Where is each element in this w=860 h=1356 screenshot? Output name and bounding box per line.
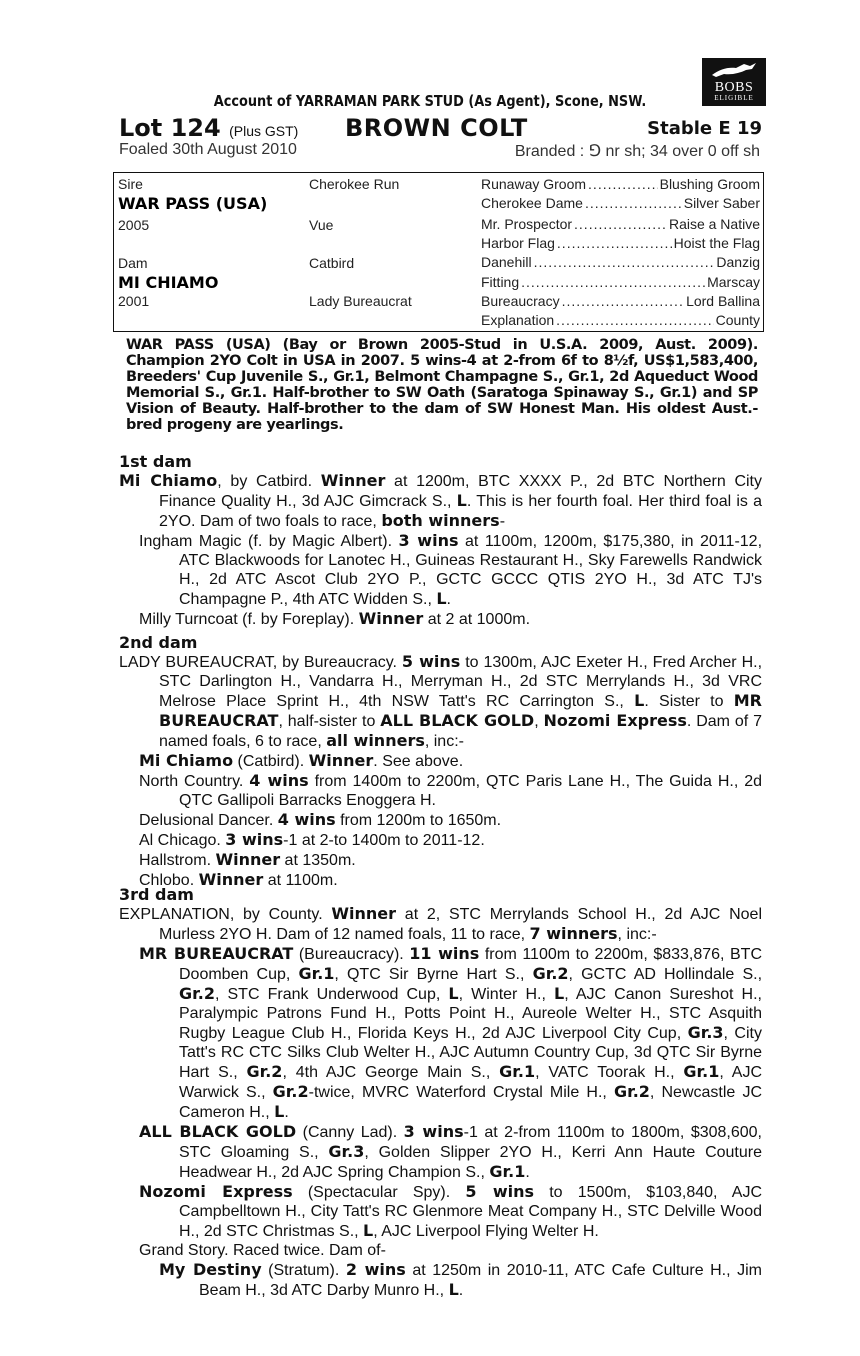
bold-text: Gr.1	[489, 1162, 526, 1181]
text: , by Catbird.	[217, 473, 321, 490]
logo-text: BOBS	[714, 80, 754, 95]
text: North Country.	[139, 773, 250, 790]
sire-dam: Vue	[309, 217, 334, 233]
bold-text: 5 wins	[465, 1182, 535, 1201]
text: at 1100m, 1200m, $175,380, in 2011-12, ATC Blackwoods for Lanotec H., Guineas Restaurant H., Sky Farewells Randwick H., 2d ATC Ascot Club 2YO P., GCTC GCCC QTIS 2YO H., 3d ATC TJ's Champagne P., 4th ATC Widden S.,	[179, 533, 763, 608]
gen3-row: Danehill ..... Danzig	[481, 254, 760, 270]
bold-text: ALL BLACK GOLD	[380, 711, 535, 730]
text: . Sister to	[644, 693, 734, 710]
bold-text: Gr.3	[328, 1142, 365, 1161]
text: -twice, MVRC Waterford Crystal Mile H.,	[308, 1084, 614, 1101]
dam-entry	[119, 471, 762, 531]
bold-text: 7 winners	[529, 924, 618, 943]
bold-text: L	[634, 691, 645, 710]
text: , inc:-	[617, 926, 657, 943]
bold-text: all winners	[326, 731, 425, 750]
progeny-list	[119, 531, 762, 629]
dam-dam: Lady Bureaucrat	[309, 293, 412, 309]
bold-text: L	[554, 984, 565, 1003]
text: -	[499, 513, 506, 530]
gen3-row: Cherokee Dame ..... Silver Saber	[481, 195, 760, 211]
text: at 1350m.	[280, 852, 356, 869]
bold-text: L	[448, 1280, 459, 1299]
gen3-row: Explanation ..... County	[481, 312, 760, 328]
text: to 1300m, AJC Exeter H., Fred Archer H., STC Darlington H., Vandarra H., Merryman H., 2d STC Merrylands H., 3d VRC Melrose Place Sprint H., 4th NSW Tatt's RC Carrington S.,	[159, 654, 763, 710]
text: -1 at 2-from 1100m to 1800m, $308,600, STC Gloaming S.,	[179, 1124, 762, 1161]
text: , Golden Slipper 2YO H., Kerri Ann Haute Couture Headwear H., 2d AJC Spring Champion S.,	[179, 1144, 762, 1181]
text: . This is her fourth foal. Her third foal is a 2YO. Dam of two foals to race,	[159, 493, 762, 530]
bold-text: Gr.2	[246, 1062, 283, 1081]
sire-name: WAR PASS (USA)	[118, 194, 268, 213]
bold-text: ALL BLACK GOLD	[139, 1122, 297, 1141]
text: Hallstrom.	[139, 852, 216, 869]
progeny-entry	[119, 609, 762, 629]
text: . See above.	[373, 753, 464, 770]
text: , Newcastle JC Cameron H.,	[179, 1084, 762, 1121]
text: at 2 at 1000m.	[423, 611, 531, 628]
bold-text: 11 wins	[409, 944, 480, 963]
bold-text: Gr.2	[532, 964, 569, 983]
text: , inc:-	[424, 733, 464, 750]
progeny-entry	[119, 1182, 762, 1241]
sire-sire: Cherokee Run	[309, 176, 400, 192]
bold-text: both winners	[381, 511, 500, 530]
bold-text: Gr.1	[499, 1062, 536, 1081]
gen3-row: Bureaucracy ..... Lord Ballina	[481, 293, 760, 309]
text: (Catbird).	[233, 753, 309, 770]
bold-text: L	[274, 1102, 285, 1121]
gen3-row: Harbor Flag ..... Hoist the Flag	[481, 235, 760, 251]
text: , QTC Sir Byrne Hart S.,	[334, 966, 533, 983]
bold-text: L	[363, 1221, 374, 1240]
progeny-entry	[119, 751, 762, 771]
progeny-entry	[119, 810, 762, 830]
text: , City Tatt's RC CTC Silks Club Welter H., AJC Autumn Country Cup, 3d QTC Sir Byrne Hart S.,	[179, 1025, 762, 1081]
bold-text: Nozomi Express	[139, 1182, 293, 1201]
third-dam-section	[119, 885, 762, 1300]
bold-text: Gr.3	[687, 1023, 724, 1042]
text: -1 at 2-to 1400m to 2011-12.	[283, 832, 485, 849]
dam-label: Dam	[118, 255, 148, 271]
progeny-entry	[119, 830, 762, 850]
lot-number: Lot 124 (Plus GST)	[119, 114, 299, 142]
text: Al Chicago.	[139, 832, 226, 849]
bold-text: 5 wins	[401, 652, 461, 671]
grandprogeny-list	[119, 1260, 762, 1300]
text: from 1200m to 1650m.	[335, 812, 502, 829]
pedigree-table	[113, 172, 764, 332]
dam-entry	[119, 904, 762, 944]
bold-text: Winner	[358, 609, 424, 628]
sire-summary: WAR PASS (USA) (Bay or Brown 2005-Stud in U.S.A. 2009, Aust. 2009). Champion 2YO Colt in USA in 2007. 5 wins-4 at 2-from 6f to 8½f, US$1,583,400, Breeders' Cup Juvenile S., Gr.1, Belmont Champagne S., Gr.1, 2d Aqueduct Wood Memorial S., Gr.1. Half-brother to SW Oath (Saratoga Spinaway S., Gr.1) and SP Vision of Beauty. Half-brother to the dam of SW Honest Man. His oldest Aust.-bred progeny are yearlings.	[126, 337, 758, 433]
dam-year: 2001	[118, 293, 150, 309]
progeny-list	[119, 751, 762, 890]
first-dam-section	[119, 452, 762, 629]
text: Ingham Magic (f. by Magic Albert).	[139, 533, 399, 550]
text: .	[284, 1104, 289, 1121]
text: EXPLANATION, by County.	[119, 906, 332, 923]
bold-text: 3 wins	[403, 1122, 464, 1141]
text: , AJC Liverpool Flying Welter H.	[373, 1223, 599, 1240]
progeny-entry	[119, 944, 762, 1122]
dam-name: MI CHIAMO	[118, 273, 219, 292]
text: (Bureaucracy).	[293, 946, 410, 963]
text: , 4th AJC George Main S.,	[282, 1064, 500, 1081]
logo-subtext: ELIGIBLE	[714, 94, 754, 102]
bold-text: Gr.1	[298, 964, 335, 983]
text: at 2, STC Merrylands School H., 2d AJC Noel Murless 2YO H. Dam of 12 named foals, 11 to race,	[159, 906, 762, 943]
text: Delusional Dancer.	[139, 812, 278, 829]
text: . Dam of 7 named foals, 6 to race,	[159, 713, 763, 750]
text: .	[446, 591, 451, 608]
bold-text: 3 wins	[225, 830, 284, 849]
vendor-account: Account of YARRAMAN PARK STUD (As Agent), Scone, NSW.	[213, 92, 647, 110]
text: , AJC Canon Sureshot H., Paralympic Patrons Fund H., Potts Point H., Aureole Welter H., STC Asquith Rugby League Club H., Florida Keys H., 2d AJC Liverpool City Cup,	[179, 986, 762, 1042]
bold-text: L	[448, 984, 459, 1003]
bold-text: Mi Chiamo	[119, 471, 218, 490]
gen3-row: Fitting ..... Marscay	[481, 274, 760, 290]
bold-text: Winner	[198, 870, 264, 889]
bold-text: 2 wins	[345, 1260, 406, 1279]
text: (Canny Lad).	[296, 1124, 404, 1141]
text: , STC Frank Underwood Cup,	[214, 986, 449, 1003]
progeny-entry	[119, 1260, 762, 1300]
text: at 1250m in 2010-11, ATC Cafe Culture H., Jim Beam H., 3d ATC Darby Munro H.,	[199, 1262, 762, 1299]
dam-entry	[119, 652, 762, 751]
bold-text: Gr.2	[272, 1082, 309, 1101]
bold-text: Nozomi Express	[543, 711, 687, 730]
text: .	[458, 1282, 464, 1299]
progeny-entry	[119, 771, 762, 810]
text: from 1400m to 2200m, QTC Paris Lane H., The Guida H., 2d QTC Gallipoli Barracks Enoggera H.	[179, 773, 762, 809]
progeny-entry	[119, 1241, 762, 1260]
text: , half-sister to	[278, 713, 381, 730]
text: to 1500m, $103,840, AJC Campbelltown H., City Tatt's RC Glenmore Meat Company H., STC Delville Wood H., 2d STC Christmas S.,	[179, 1184, 763, 1240]
sire-label: Sire	[118, 176, 143, 192]
text: (Stratum).	[261, 1262, 346, 1279]
section-heading: 3rd dam	[119, 885, 194, 904]
text: at 1200m, BTC XXXX P., 2d BTC Northern City Finance Quality H., 3d AJC Gimcrack S.,	[159, 473, 763, 510]
sex-color: BROWN COLT	[345, 114, 528, 142]
bold-text: Winner	[320, 471, 386, 490]
text: LADY BUREAUCRAT, by Bureaucracy.	[119, 654, 402, 671]
progeny-entry	[119, 1122, 762, 1182]
bold-text: Mi Chiamo	[139, 751, 234, 770]
dam-sire: Catbird	[309, 255, 355, 271]
bold-text: 4 wins	[277, 810, 336, 829]
text: (Spectacular Spy).	[292, 1184, 466, 1201]
text: , GCTC AD Hollindale S.,	[568, 966, 763, 983]
progeny-list	[119, 944, 762, 1260]
bold-text: Winner	[308, 751, 374, 770]
second-dam-section	[119, 633, 762, 890]
sire-year: 2005	[118, 217, 150, 233]
bold-text: Winner	[215, 850, 281, 869]
text: Milly Turncoat (f. by Foreplay).	[139, 611, 359, 628]
text: .	[525, 1164, 530, 1181]
text: ,	[534, 713, 544, 730]
text: Grand Story. Raced twice. Dam of-	[139, 1242, 386, 1259]
bold-text: Gr.2	[613, 1082, 650, 1101]
bold-text: My Destiny	[159, 1260, 262, 1279]
text: from 1100m to 2200m, $833,876, BTC Doomben Cup,	[179, 946, 762, 983]
text: , VATC Toorak H.,	[535, 1064, 684, 1081]
bold-text: L	[436, 589, 447, 608]
gst-note: (Plus GST)	[229, 123, 299, 139]
bold-text: MR BUREAUCRAT	[139, 944, 294, 963]
foaled-date: Foaled 30th August 2010	[119, 141, 297, 158]
bold-text: L	[456, 491, 467, 510]
horse-icon	[710, 61, 758, 79]
text: , Winter H.,	[458, 986, 554, 1003]
text: Chlobo.	[139, 872, 199, 889]
gen3-row: Mr. Prospector ..... Raise a Native	[481, 216, 760, 232]
brand-info: Branded : ⅁ nr sh; 34 over 0 off sh	[514, 143, 760, 160]
bold-text: Gr.1	[683, 1062, 720, 1081]
bold-text: 4 wins	[249, 771, 309, 790]
lot-header	[119, 114, 762, 142]
bold-text: Gr.2	[179, 984, 215, 1003]
gen3-row: Runaway Groom ..... Blushing Groom	[481, 176, 760, 192]
progeny-entry	[119, 850, 762, 870]
progeny-entry	[119, 531, 762, 609]
text: at 1100m.	[263, 872, 338, 889]
bold-text: Winner	[331, 904, 397, 923]
text: , AJC Warwick S.,	[179, 1064, 763, 1101]
stable-number: Stable E 19	[647, 118, 762, 139]
section-heading: 2nd dam	[119, 633, 198, 652]
bold-text: 3 wins	[398, 531, 459, 550]
section-heading: 1st dam	[119, 452, 192, 471]
bold-text: MR BUREAUCRAT	[159, 691, 762, 730]
